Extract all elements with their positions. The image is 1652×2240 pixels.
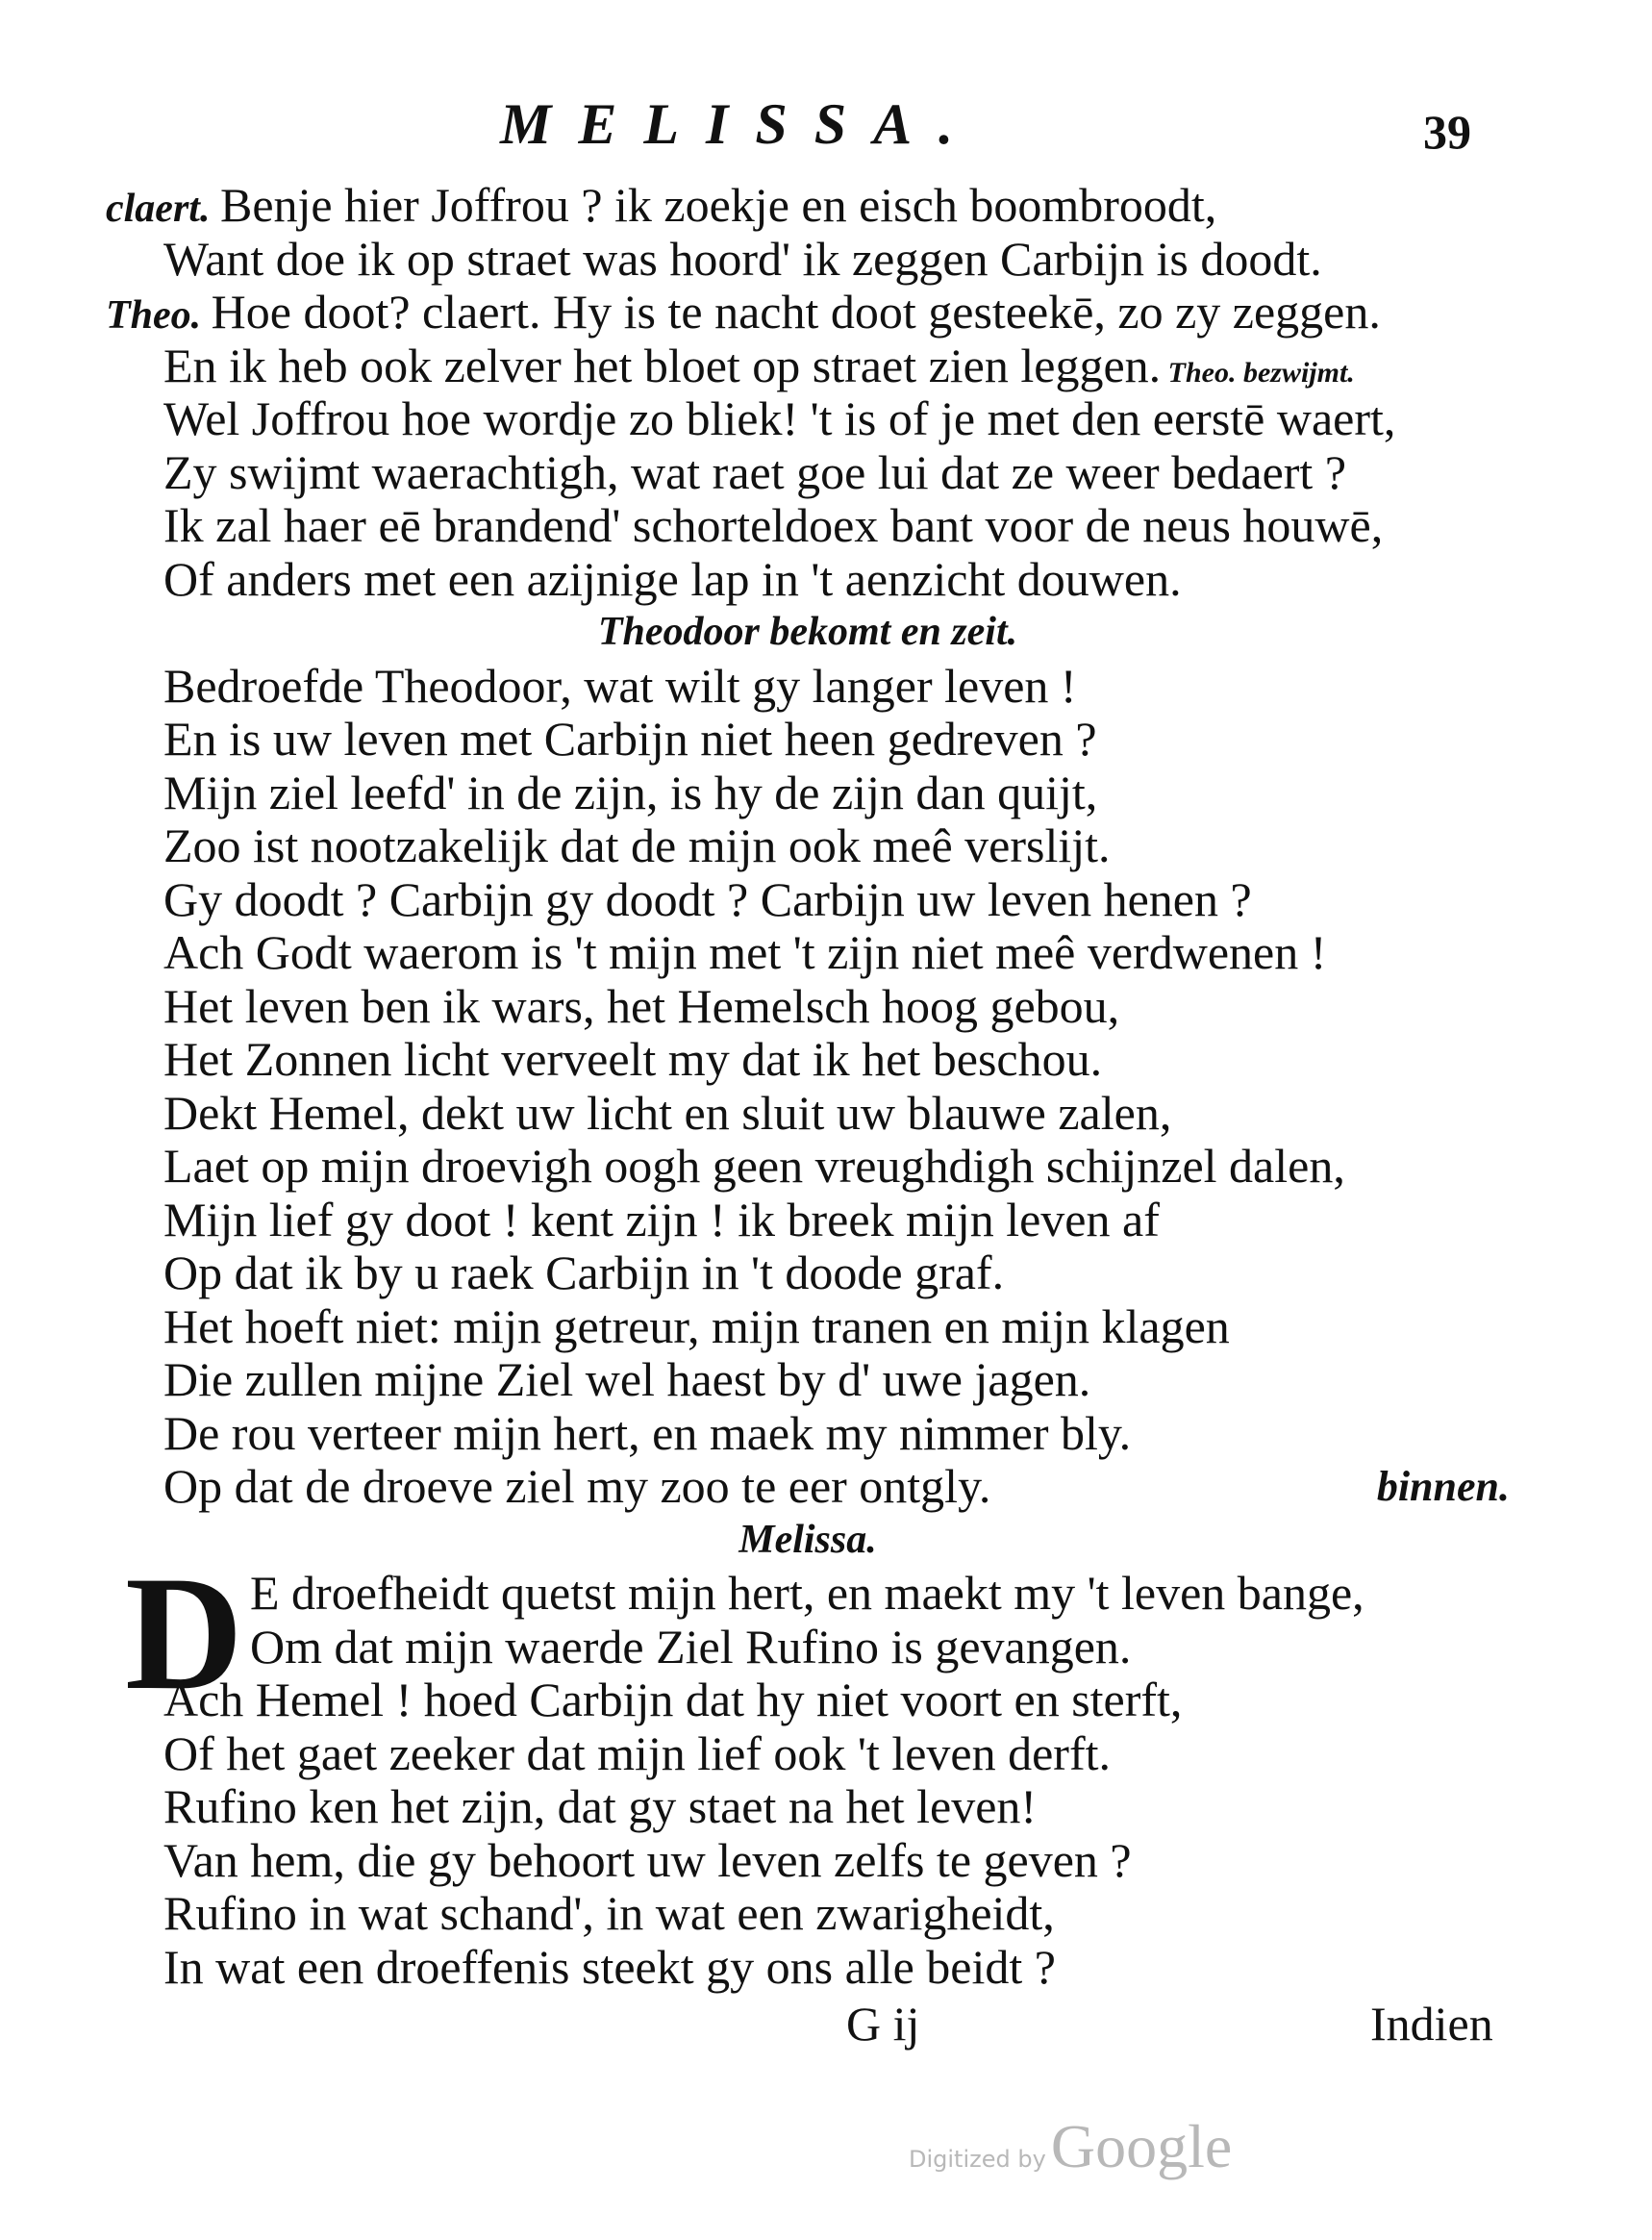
line-text: En ik heb ook zelver het bloet op straet zien leggen. [163, 338, 1162, 392]
line-text: Zy swijmt waerachtigh, wat raet goe lui dat ze weer bedaert ? [163, 444, 1347, 499]
verse-line [106, 1300, 1510, 1354]
catchword: Indien [1370, 1997, 1493, 2051]
line-text: Benje hier Joffrou ? ik zoekje en eisch boombroodt, [219, 178, 1217, 232]
verse-line [106, 553, 1510, 607]
verse-line [106, 713, 1510, 767]
line-text: Het hoeft niet: mijn getreur, mijn tranen en mijn klagen [163, 1298, 1230, 1353]
verse-text [106, 179, 1510, 1994]
verse-line [106, 1033, 1510, 1087]
line-text: Rufino ken het zijn, dat gy staet na het leven! [163, 1779, 1038, 1833]
drop-cap: D [125, 1543, 243, 1724]
watermark-brand: Google [1050, 2112, 1233, 2180]
line-text: Want doe ik op straet was hoord' ik zeggen Carbijn is doodt. [163, 231, 1322, 286]
verse-line [106, 1887, 1510, 1941]
line-text: Het Zonnen licht verveelt my dat ik het beschou. [163, 1032, 1103, 1086]
line-text: Mijn lief gy doot ! kent zijn ! ik breek mijn leven af [163, 1192, 1160, 1246]
line-text: Hoe doot? claert. Hy is te nacht doot gesteekē, zo zy zeggen. [211, 285, 1381, 339]
signature-mark: G ij [846, 1997, 920, 2051]
verse-line [106, 446, 1510, 500]
verse-line [106, 1460, 1510, 1514]
line-text: Of het gaet zeeker dat mijn lief ook 't leven derft. [163, 1725, 1111, 1780]
verse-line [106, 286, 1510, 340]
line-text: De rou verteer mijn hert, en maek my nimmer bly. [163, 1405, 1132, 1460]
stage-direction: Theo. bezwijmt. [1161, 356, 1355, 389]
line-text: Dekt Hemel, dekt uw licht en sluit uw blauwe zalen, [163, 1085, 1172, 1140]
verse-line [106, 1780, 1510, 1834]
digitized-watermark [909, 2111, 1232, 2182]
line-text: Ik zal haer eē brandend' schorteldoex bant voor de neus houwē, [163, 498, 1384, 552]
verse-line [106, 179, 1510, 233]
exit-direction: binnen. [1376, 1463, 1510, 1510]
line-text: Wel Joffrou hoe wordje zo bliek! 't is of je met den eerstē waert, [163, 391, 1396, 445]
line-text: Ach Hemel ! hoed Carbijn dat hy niet voort en sterft, [163, 1673, 1183, 1726]
line-text: Die zullen mijne Ziel wel haest by d' uwe jagen. [163, 1352, 1091, 1406]
line-text: Rufino in wat schand', in wat een zwarigheidt, [163, 1886, 1055, 1940]
line-text: Bedroefde Theodoor, wat wilt gy langer leven ! [163, 658, 1077, 713]
speaker-label: Theo. [106, 293, 212, 338]
verse-line [106, 1407, 1510, 1461]
line-text: Om dat mijn waerde Ziel Rufino is gevangen. [250, 1619, 1132, 1674]
verse-line [106, 340, 1510, 393]
verse-line [106, 1567, 1510, 1621]
verse-line [106, 233, 1510, 287]
line-text: Zoo ist nootzakelijk dat de mijn ook meê verslijt. [163, 818, 1111, 872]
verse-line [106, 980, 1510, 1034]
line-text: En is uw leven met Carbijn niet heen gedreven ? [163, 712, 1097, 766]
line-text: Laet op mijn droevigh oogh geen vreughdigh schijnzel dalen, [163, 1139, 1345, 1193]
line-text: Van hem, die gy behoort uw leven zelfs te geven ? [163, 1832, 1132, 1887]
line-text: In wat een droeffenis steekt gy ons alle beidt ? [163, 1939, 1056, 1994]
verse-line [106, 1674, 1510, 1727]
verse-line [106, 1727, 1510, 1781]
verse-line [106, 660, 1510, 714]
verse-line [106, 1941, 1510, 1995]
line-text: Op dat ik by u raek Carbijn in 't doode graf. [163, 1246, 1005, 1299]
verse-line [106, 1140, 1510, 1194]
stage-heading: Melissa. [738, 1517, 877, 1562]
stage-heading: Theodoor bekomt en zeit. [597, 610, 1018, 654]
line-text: Het leven ben ik wars, het Hemelsch hoog gebou, [163, 978, 1120, 1033]
line-text: Gy doodt ? Carbijn gy doodt ? Carbijn uw leven henen ? [163, 871, 1252, 926]
verse-line [106, 926, 1510, 980]
verse-line [106, 392, 1510, 446]
verse-line [106, 819, 1510, 873]
line-text: Ach Godt waerom is 't mijn met 't zijn niet meê verdwenen ! [163, 925, 1327, 979]
line-text: Mijn ziel leefd' in de zijn, is hy de zijn dan quijt, [163, 765, 1098, 819]
verse-line [106, 499, 1510, 553]
running-title: MELISSA. [500, 92, 981, 156]
verse-line [106, 1353, 1510, 1407]
verse-line [106, 1194, 1510, 1247]
watermark-prefix: Digitized by [909, 2146, 1046, 2173]
verse-line [106, 767, 1510, 820]
page-number: 39 [1423, 105, 1471, 159]
verse-line [106, 1834, 1510, 1888]
verse-line [106, 1087, 1510, 1141]
line-text: Op dat de droeve ziel my zoo te eer ontgly. [163, 1459, 991, 1513]
speaker-label: claert. [106, 187, 220, 231]
line-text: E droefheidt quetst mijn hert, en maekt my 't leven bange, [250, 1566, 1364, 1620]
verse-line [106, 1621, 1510, 1674]
verse-line [106, 1246, 1510, 1300]
line-text: Of anders met een azijnige lap in 't aenzicht douwen. [163, 551, 1182, 606]
verse-line [106, 873, 1510, 927]
